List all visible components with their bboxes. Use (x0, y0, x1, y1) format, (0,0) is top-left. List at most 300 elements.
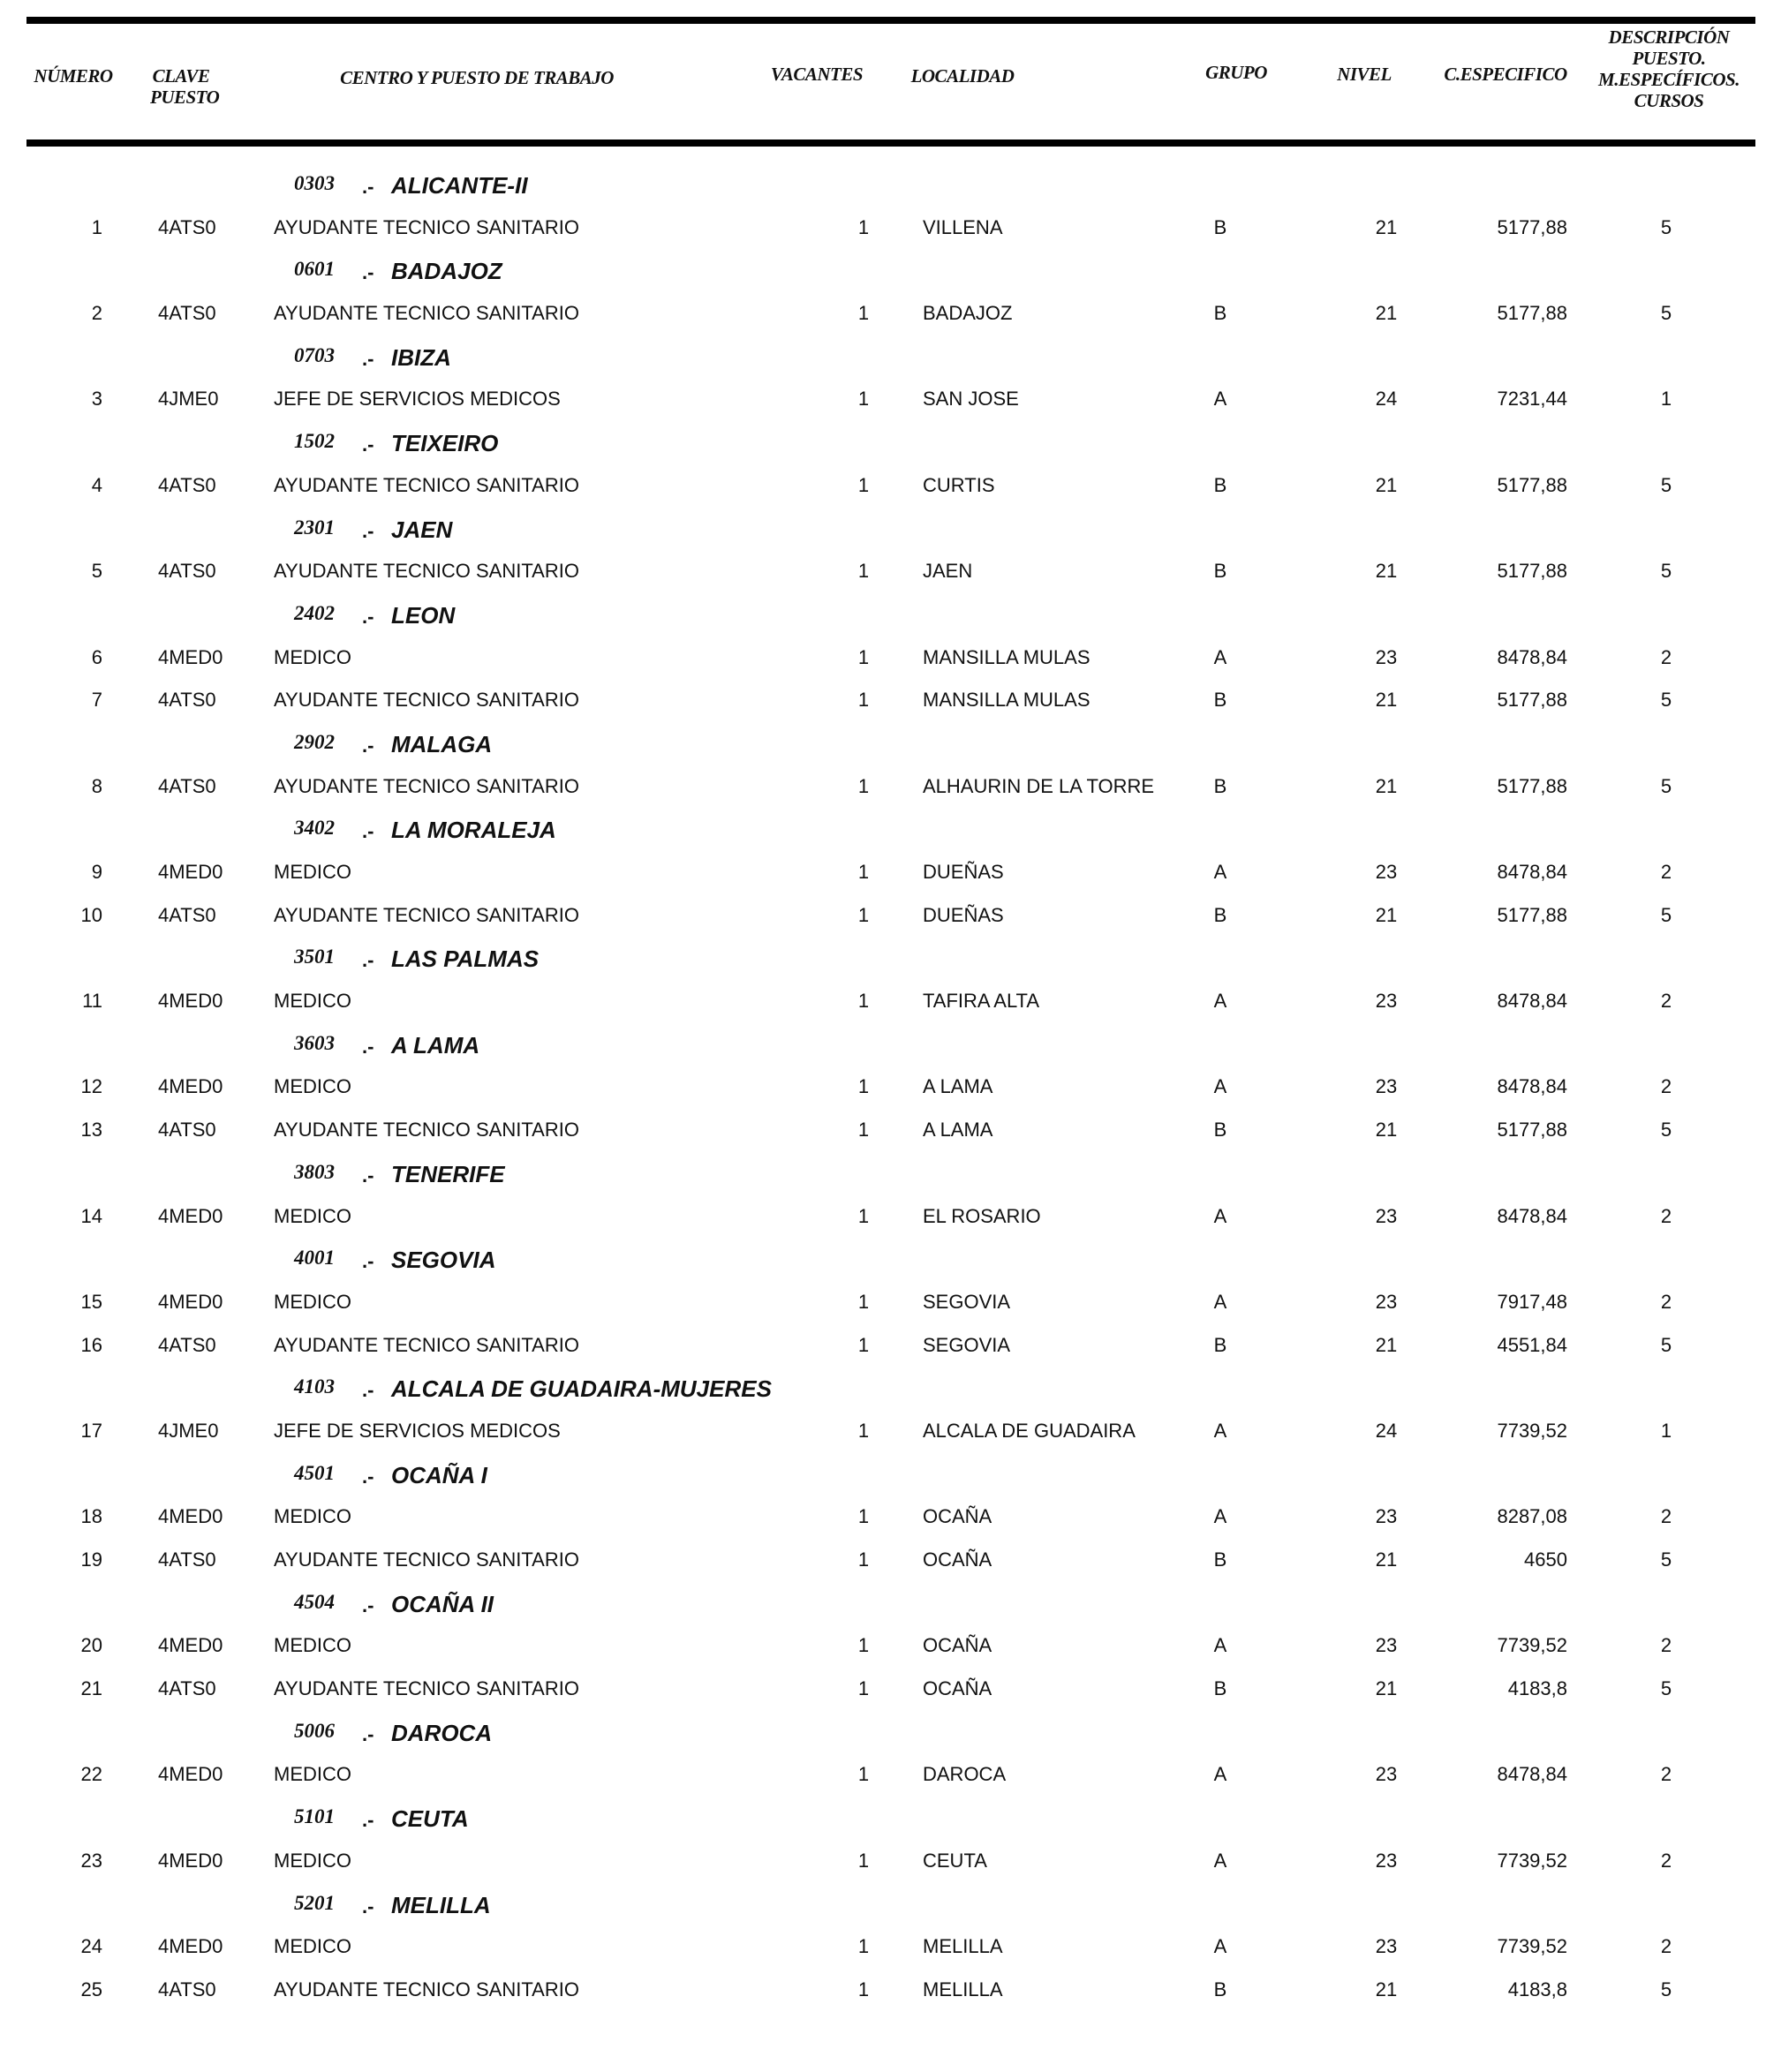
cell-centro-puesto: AYUDANTE TECNICO SANITARIO (274, 1677, 579, 1700)
separator: .- (362, 820, 374, 843)
cell-c-especifico: 4183,8 (1507, 1677, 1567, 1700)
cell-centro-puesto: MEDICO (274, 1935, 351, 1958)
centro-code: 3803 (294, 1160, 335, 1183)
table-row (0, 980, 1766, 1023)
table-row (0, 1624, 1766, 1668)
cell-clave-puesto: 4ATS0 (158, 1677, 216, 1700)
cell-centro-puesto: MEDICO (274, 1290, 351, 1313)
cell-localidad: DUEÑAS (923, 903, 1004, 926)
centro-header (0, 1582, 1766, 1625)
cell-grupo: B (1213, 473, 1227, 496)
cell-descripcion: 2 (1660, 1204, 1672, 1227)
cell-descripcion: 2 (1660, 1290, 1672, 1313)
table-row (0, 1109, 1766, 1152)
centro-code: 4504 (294, 1590, 335, 1613)
centro-code: 0703 (294, 343, 335, 366)
cell-grupo: B (1213, 1677, 1227, 1700)
cell-clave-puesto: 4JME0 (158, 1419, 219, 1442)
cell-centro-puesto: MEDICO (274, 1505, 351, 1528)
cell-clave-puesto: 4ATS0 (158, 1548, 216, 1571)
cell-vacantes: 1 (857, 861, 870, 883)
cell-descripcion: 5 (1660, 1333, 1672, 1356)
centro-code: 5101 (294, 1805, 335, 1828)
table-row (0, 851, 1766, 894)
cell-localidad: CEUTA (923, 1849, 987, 1872)
centro-header (0, 335, 1766, 379)
cell-clave-puesto: 4ATS0 (158, 302, 216, 325)
cell-vacantes: 1 (857, 388, 870, 411)
cell-localidad: EL ROSARIO (923, 1204, 1041, 1227)
centro-name: JAEN (391, 516, 453, 543)
centro-name: MALAGA (391, 730, 493, 757)
header-vacantes: VACANTES (770, 64, 864, 85)
cell-nivel: 21 (1375, 302, 1398, 325)
centro-header (0, 1367, 1766, 1410)
cell-vacantes: 1 (857, 1419, 870, 1442)
separator: .- (362, 1809, 374, 1832)
centro-header (0, 722, 1766, 765)
cell-localidad: ALHAURIN DE LA TORRE (923, 774, 1155, 797)
cell-localidad: SEGOVIA (923, 1290, 1011, 1313)
cell-descripcion: 5 (1660, 774, 1672, 797)
cell-clave-puesto: 4ATS0 (158, 1119, 216, 1141)
cell-grupo: A (1213, 645, 1227, 668)
cell-vacantes: 1 (857, 645, 870, 668)
cell-grupo: B (1213, 1548, 1227, 1571)
centro-code: 0601 (294, 258, 335, 281)
cell-vacantes: 1 (857, 1978, 870, 2000)
centro-name: TENERIFE (391, 1160, 505, 1187)
centro-name: LAS PALMAS (391, 946, 540, 973)
cell-numero: 24 (80, 1935, 102, 1958)
centro-code: 3501 (294, 946, 335, 968)
cell-grupo: B (1213, 689, 1227, 712)
centro-name: ALICANTE-II (391, 172, 528, 199)
cell-numero: 7 (91, 689, 102, 712)
cell-clave-puesto: 4MED0 (158, 1849, 223, 1872)
separator: .- (362, 347, 374, 370)
cell-nivel: 21 (1375, 1548, 1398, 1571)
cell-localidad: OCAÑA (923, 1634, 992, 1657)
table-row (0, 1324, 1766, 1368)
header-grupo: GRUPO (1205, 62, 1267, 83)
centro-header (0, 1152, 1766, 1195)
cell-descripcion: 5 (1660, 903, 1672, 926)
cell-descripcion: 2 (1660, 1935, 1672, 1958)
cell-clave-puesto: 4ATS0 (158, 1978, 216, 2000)
cell-numero: 5 (91, 560, 102, 583)
cell-descripcion: 5 (1660, 1119, 1672, 1141)
cell-clave-puesto: 4MED0 (158, 1935, 223, 1958)
cell-numero: 3 (91, 388, 102, 411)
cell-grupo: A (1213, 1935, 1227, 1958)
table-row (0, 1496, 1766, 1539)
table-row (0, 1066, 1766, 1109)
cell-grupo: A (1213, 1075, 1227, 1098)
table-row (0, 1195, 1766, 1239)
cell-nivel: 23 (1375, 645, 1398, 668)
cell-localidad: SEGOVIA (923, 1333, 1011, 1356)
cell-nivel: 21 (1375, 774, 1398, 797)
table-row (0, 1840, 1766, 1883)
cell-descripcion: 5 (1660, 1677, 1672, 1700)
centro-name: IBIZA (391, 343, 451, 371)
cell-localidad: BADAJOZ (923, 302, 1013, 325)
cell-c-especifico: 8478,84 (1497, 645, 1567, 668)
centro-name: OCAÑA II (391, 1590, 494, 1617)
cell-grupo: A (1213, 861, 1227, 883)
cell-numero: 13 (80, 1119, 102, 1141)
cell-localidad: OCAÑA (923, 1677, 992, 1700)
table-row (0, 378, 1766, 421)
cell-c-especifico: 5177,88 (1497, 473, 1567, 496)
cell-localidad: JAEN (923, 560, 973, 583)
centro-name: MELILLA (391, 1891, 491, 1918)
cell-centro-puesto: MEDICO (274, 1763, 351, 1786)
centro-header (0, 1797, 1766, 1840)
header-rule (26, 139, 1755, 147)
centro-name: A LAMA (391, 1031, 480, 1059)
separator: .- (362, 949, 374, 972)
cell-descripcion: 2 (1660, 861, 1672, 883)
cell-c-especifico: 7739,52 (1497, 1935, 1567, 1958)
header-nivel: NIVEL (1337, 64, 1392, 85)
centro-code: 5006 (294, 1719, 335, 1742)
centro-code: 2902 (294, 730, 335, 753)
cell-numero: 20 (80, 1634, 102, 1657)
cell-vacantes: 1 (857, 689, 870, 712)
cell-vacantes: 1 (857, 1075, 870, 1098)
cell-centro-puesto: MEDICO (274, 1075, 351, 1098)
cell-nivel: 21 (1375, 1333, 1398, 1356)
header-centro: CENTRO Y PUESTO DE TRABAJO (340, 67, 614, 88)
cell-localidad: OCAÑA (923, 1505, 992, 1528)
cell-clave-puesto: 4ATS0 (158, 689, 216, 712)
separator: .- (362, 1465, 374, 1488)
cell-localidad: DUEÑAS (923, 861, 1004, 883)
table-row (0, 1281, 1766, 1324)
separator: .- (362, 1164, 374, 1187)
separator: .- (362, 519, 374, 542)
centro-header (0, 163, 1766, 207)
cell-numero: 19 (80, 1548, 102, 1571)
cell-vacantes: 1 (857, 1677, 870, 1700)
cell-localidad: MANSILLA MULAS (923, 689, 1091, 712)
cell-grupo: B (1213, 1333, 1227, 1356)
cell-localidad: MELILLA (923, 1978, 1003, 2000)
cell-centro-puesto: MEDICO (274, 1634, 351, 1657)
cell-clave-puesto: 4MED0 (158, 990, 223, 1013)
centro-header (0, 508, 1766, 551)
cell-descripcion: 5 (1660, 1548, 1672, 1571)
cell-nivel: 21 (1375, 215, 1398, 238)
centro-code: 4001 (294, 1247, 335, 1270)
cell-descripcion: 1 (1660, 1419, 1672, 1442)
centro-code: 3603 (294, 1031, 335, 1054)
cell-grupo: A (1213, 1849, 1227, 1872)
cell-nivel: 21 (1375, 1119, 1398, 1141)
table-row (0, 550, 1766, 593)
cell-clave-puesto: 4MED0 (158, 645, 223, 668)
cell-numero: 6 (91, 645, 102, 668)
centro-header (0, 593, 1766, 637)
table-row (0, 1539, 1766, 1582)
cell-vacantes: 1 (857, 473, 870, 496)
cell-clave-puesto: 4ATS0 (158, 774, 216, 797)
cell-descripcion: 5 (1660, 560, 1672, 583)
centro-code: 2402 (294, 601, 335, 624)
cell-grupo: B (1213, 774, 1227, 797)
cell-clave-puesto: 4MED0 (158, 861, 223, 883)
table-row (0, 1668, 1766, 1711)
cell-nivel: 24 (1375, 388, 1398, 411)
cell-numero: 16 (80, 1333, 102, 1356)
centro-header (0, 421, 1766, 464)
cell-clave-puesto: 4MED0 (158, 1505, 223, 1528)
cell-c-especifico: 8478,84 (1497, 1763, 1567, 1786)
cell-vacantes: 1 (857, 1333, 870, 1356)
cell-c-especifico: 8478,84 (1497, 1204, 1567, 1227)
centro-code: 0303 (294, 172, 335, 194)
cell-c-especifico: 8478,84 (1497, 1075, 1567, 1098)
cell-numero: 12 (80, 1075, 102, 1098)
cell-c-especifico: 5177,88 (1497, 774, 1567, 797)
cell-centro-puesto: AYUDANTE TECNICO SANITARIO (274, 689, 579, 712)
cell-numero: 9 (91, 861, 102, 883)
cell-localidad: DAROCA (923, 1763, 1007, 1786)
cell-nivel: 21 (1375, 1978, 1398, 2000)
cell-clave-puesto: 4ATS0 (158, 903, 216, 926)
cell-nivel: 23 (1375, 1935, 1398, 1958)
separator: .- (362, 734, 374, 757)
separator: .- (362, 433, 374, 456)
cell-c-especifico: 7739,52 (1497, 1419, 1567, 1442)
cell-numero: 10 (80, 903, 102, 926)
cell-c-especifico: 7231,44 (1497, 388, 1567, 411)
cell-numero: 14 (80, 1204, 102, 1227)
cell-localidad: VILLENA (923, 215, 1003, 238)
cell-c-especifico: 7917,48 (1497, 1290, 1567, 1313)
cell-descripcion: 5 (1660, 1978, 1672, 2000)
cell-c-especifico: 5177,88 (1497, 215, 1567, 238)
centro-code: 2301 (294, 516, 335, 539)
centro-header (0, 937, 1766, 980)
cell-grupo: B (1213, 1119, 1227, 1141)
cell-c-especifico: 5177,88 (1497, 903, 1567, 926)
cell-grupo: B (1213, 302, 1227, 325)
centro-name: LA MORALEJA (391, 817, 556, 844)
cell-vacantes: 1 (857, 990, 870, 1013)
cell-vacantes: 1 (857, 1505, 870, 1528)
cell-numero: 25 (80, 1978, 102, 2000)
separator: .- (362, 1722, 374, 1745)
cell-vacantes: 1 (857, 215, 870, 238)
cell-numero: 17 (80, 1419, 102, 1442)
cell-descripcion: 2 (1660, 1763, 1672, 1786)
cell-descripcion: 5 (1660, 689, 1672, 712)
cell-centro-puesto: MEDICO (274, 1204, 351, 1227)
cell-c-especifico: 8478,84 (1497, 861, 1567, 883)
cell-grupo: B (1213, 903, 1227, 926)
cell-vacantes: 1 (857, 1204, 870, 1227)
cell-numero: 22 (80, 1763, 102, 1786)
centro-name: SEGOVIA (391, 1247, 496, 1274)
cell-vacantes: 1 (857, 1548, 870, 1571)
cell-clave-puesto: 4MED0 (158, 1763, 223, 1786)
cell-vacantes: 1 (857, 1763, 870, 1786)
cell-clave-puesto: 4ATS0 (158, 1333, 216, 1356)
cell-nivel: 21 (1375, 1677, 1398, 1700)
cell-grupo: A (1213, 1634, 1227, 1657)
cell-vacantes: 1 (857, 774, 870, 797)
centro-code: 4103 (294, 1375, 335, 1398)
cell-c-especifico: 7739,52 (1497, 1634, 1567, 1657)
cell-c-especifico: 5177,88 (1497, 302, 1567, 325)
table-row (0, 464, 1766, 508)
cell-numero: 1 (91, 215, 102, 238)
centro-name: ALCALA DE GUADAIRA-MUJERES (391, 1375, 772, 1403)
cell-nivel: 24 (1375, 1419, 1398, 1442)
centro-code: 5201 (294, 1891, 335, 1914)
cell-descripcion: 2 (1660, 645, 1672, 668)
cell-descripcion: 5 (1660, 215, 1672, 238)
separator: .- (362, 261, 374, 284)
cell-centro-puesto: AYUDANTE TECNICO SANITARIO (274, 560, 579, 583)
separator: .- (362, 1035, 374, 1058)
cell-c-especifico: 5177,88 (1497, 689, 1567, 712)
cell-c-especifico: 4650 (1524, 1548, 1567, 1571)
cell-vacantes: 1 (857, 1634, 870, 1657)
cell-clave-puesto: 4MED0 (158, 1204, 223, 1227)
cell-grupo: B (1213, 560, 1227, 583)
header-localidad: LOCALIDAD (910, 65, 1015, 87)
cell-descripcion: 5 (1660, 473, 1672, 496)
cell-nivel: 23 (1375, 1204, 1398, 1227)
cell-vacantes: 1 (857, 1849, 870, 1872)
header-numero: NÚMERO (34, 65, 113, 87)
table-row (0, 1925, 1766, 1969)
centro-name: TEIXEIRO (391, 430, 499, 457)
cell-descripcion: 1 (1660, 388, 1672, 411)
cell-descripcion: 2 (1660, 1505, 1672, 1528)
cell-vacantes: 1 (857, 560, 870, 583)
cell-localidad: A LAMA (923, 1119, 993, 1141)
cell-localidad: A LAMA (923, 1075, 993, 1098)
cell-centro-puesto: AYUDANTE TECNICO SANITARIO (274, 1978, 579, 2000)
cell-centro-puesto: MEDICO (274, 990, 351, 1013)
centro-header (0, 808, 1766, 851)
cell-grupo: A (1213, 1290, 1227, 1313)
cell-localidad: OCAÑA (923, 1548, 992, 1571)
cell-numero: 18 (80, 1505, 102, 1528)
cell-clave-puesto: 4MED0 (158, 1075, 223, 1098)
table-row (0, 207, 1766, 250)
cell-clave-puesto: 4MED0 (158, 1634, 223, 1657)
table-row (0, 765, 1766, 809)
cell-grupo: A (1213, 1204, 1227, 1227)
cell-nivel: 23 (1375, 1505, 1398, 1528)
centro-name: LEON (391, 601, 456, 629)
header-clave: CLAVE PUESTO (150, 65, 220, 108)
cell-nivel: 23 (1375, 1763, 1398, 1786)
cell-numero: 23 (80, 1849, 102, 1872)
cell-nivel: 21 (1375, 903, 1398, 926)
cell-numero: 21 (80, 1677, 102, 1700)
cell-centro-puesto: MEDICO (274, 1849, 351, 1872)
centro-code: 4501 (294, 1461, 335, 1484)
header-descripcion: DESCRIPCIÓN PUESTO. M.ESPECÍFICOS. CURSOS (1598, 26, 1740, 111)
cell-clave-puesto: 4ATS0 (158, 560, 216, 583)
cell-numero: 4 (91, 473, 102, 496)
cell-localidad: MANSILLA MULAS (923, 645, 1091, 668)
cell-vacantes: 1 (857, 903, 870, 926)
centro-code: 1502 (294, 430, 335, 453)
cell-nivel: 23 (1375, 1290, 1398, 1313)
cell-c-especifico: 4183,8 (1507, 1978, 1567, 2000)
cell-vacantes: 1 (857, 1290, 870, 1313)
table-row (0, 1410, 1766, 1453)
cell-localidad: SAN JOSE (923, 388, 1019, 411)
separator: .- (362, 1594, 374, 1616)
cell-centro-puesto: AYUDANTE TECNICO SANITARIO (274, 215, 579, 238)
table-row (0, 637, 1766, 680)
table-body (0, 163, 1766, 2012)
cell-grupo: A (1213, 1763, 1227, 1786)
cell-centro-puesto: MEDICO (274, 645, 351, 668)
cell-clave-puesto: 4ATS0 (158, 473, 216, 496)
centro-header (0, 1711, 1766, 1754)
cell-grupo: A (1213, 1505, 1227, 1528)
centro-header (0, 1883, 1766, 1926)
cell-c-especifico: 5177,88 (1497, 560, 1567, 583)
cell-nivel: 23 (1375, 1849, 1398, 1872)
cell-nivel: 23 (1375, 990, 1398, 1013)
table-row (0, 894, 1766, 938)
table-row (0, 1969, 1766, 2012)
cell-centro-puesto: AYUDANTE TECNICO SANITARIO (274, 1333, 579, 1356)
cell-centro-puesto: AYUDANTE TECNICO SANITARIO (274, 1548, 579, 1571)
cell-localidad: ALCALA DE GUADAIRA (923, 1419, 1136, 1442)
cell-nivel: 23 (1375, 861, 1398, 883)
cell-clave-puesto: 4MED0 (158, 1290, 223, 1313)
centro-header (0, 1023, 1766, 1066)
cell-vacantes: 1 (857, 1119, 870, 1141)
cell-grupo: B (1213, 1978, 1227, 2000)
cell-centro-puesto: JEFE DE SERVICIOS MEDICOS (274, 1419, 561, 1442)
cell-numero: 11 (82, 990, 102, 1013)
top-rule (26, 17, 1755, 24)
cell-c-especifico: 5177,88 (1497, 1119, 1567, 1141)
separator: .- (362, 176, 374, 198)
table-row (0, 1753, 1766, 1797)
cell-centro-puesto: AYUDANTE TECNICO SANITARIO (274, 903, 579, 926)
separator: .- (362, 605, 374, 628)
centro-name: CEUTA (391, 1805, 469, 1833)
cell-descripcion: 2 (1660, 1849, 1672, 1872)
cell-nivel: 21 (1375, 689, 1398, 712)
cell-vacantes: 1 (857, 1935, 870, 1958)
cell-centro-puesto: AYUDANTE TECNICO SANITARIO (274, 774, 579, 797)
cell-clave-puesto: 4ATS0 (158, 215, 216, 238)
cell-nivel: 23 (1375, 1075, 1398, 1098)
table-row (0, 292, 1766, 335)
centro-name: BADAJOZ (391, 258, 502, 285)
cell-descripcion: 2 (1660, 1075, 1672, 1098)
cell-c-especifico: 8478,84 (1497, 990, 1567, 1013)
cell-descripcion: 2 (1660, 990, 1672, 1013)
separator: .- (362, 1250, 374, 1273)
cell-descripcion: 2 (1660, 1634, 1672, 1657)
